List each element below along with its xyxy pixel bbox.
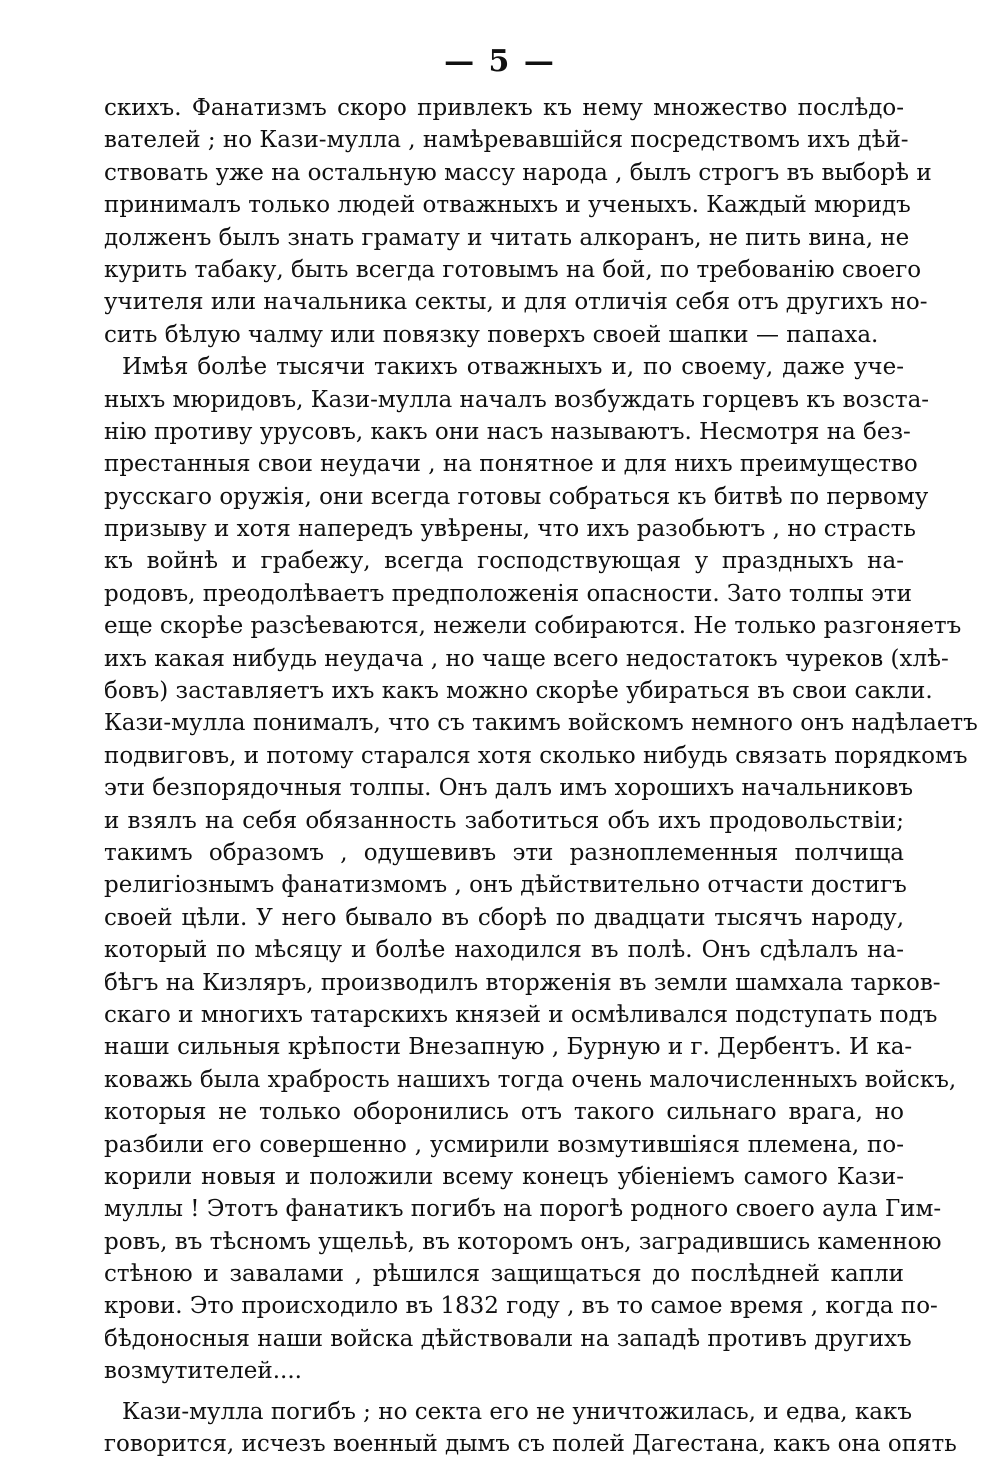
text-line: Имѣя болѣе тысячи такихъ отважныхъ и, по своему, даже уче-: [122, 354, 904, 381]
text-line: ихъ какая нибудь неудача , но чаще всего недостатокъ чуреков (хлѣ-: [104, 645, 949, 672]
text-line: ровъ, въ тѣсномъ ущельѣ, въ которомъ онъ, заградившись каменною: [104, 1228, 942, 1255]
text-line: крови. Это происходило въ 1832 году , въ то самое время , когда по-: [104, 1293, 938, 1320]
text-line: скаго и многихъ татарскихъ князей и осмѣливался подступать подъ: [104, 1001, 938, 1028]
text-line: корили новыя и положили всему конецъ убіеніемъ самого Кази-: [104, 1163, 904, 1190]
text-line: стѣною и завалами , рѣшился защищаться до послѣдней капли: [104, 1261, 904, 1288]
text-line: ныхъ мюридовъ, Кази-мулла началъ возбуждать горцевъ къ возста-: [104, 386, 930, 413]
text-body: [104, 92, 978, 1460]
paragraph-gap: [104, 1388, 904, 1396]
text-line: ствовать уже на остальную массу народа , былъ строгъ въ выборѣ и: [104, 159, 932, 186]
paragraph: [104, 1396, 957, 1460]
text-line: разбили его совершенно , усмирили возмутившіяся племена, по-: [104, 1131, 904, 1158]
text-line: говорится, исчезъ военный дымъ съ полей Дагестана, какъ она опять: [104, 1431, 957, 1458]
text-line: наши сильныя крѣпости Внезапную , Бурную и г. Дербентъ. И ка-: [104, 1034, 913, 1061]
text-line: еще скорѣе разсѣеваются, нежели собираются. Не только разгоняетъ: [104, 613, 962, 640]
text-line: бѣдоносныя наши войска дѣйствовали на западѣ противъ другихъ: [104, 1325, 912, 1352]
text-line: и взялъ на себя обязанность заботиться объ ихъ продовольствіи;: [104, 807, 904, 834]
page-number: — 5 —: [444, 44, 556, 79]
text-line: курить табаку, быть всегда готовымъ на бой, по требованію своего: [104, 256, 922, 283]
text-line: который по мѣсяцу и болѣе находился въ полѣ. Онъ сдѣлалъ на-: [104, 937, 904, 964]
text-line: долженъ былъ знать грамату и читать алкоранъ, не пить вина, не: [104, 224, 910, 251]
text-line: муллы ! Этотъ фанатикъ погибъ на порогѣ родного своего аула Гим-: [104, 1196, 942, 1223]
text-line: нію противу урусовъ, какъ они насъ называютъ. Несмотря на без-: [104, 418, 911, 445]
text-line: религіознымъ фанатизмомъ , онъ дѣйствительно отчасти достигъ: [104, 872, 907, 899]
text-line: Кази-мулла погибъ ; но секта его не уничтожилась, и едва, какъ: [122, 1398, 913, 1425]
text-line: русскаго оружія, они всегда готовы собраться къ битвѣ по первому: [104, 483, 929, 510]
text-line: призыву и хотя напередъ увѣрены, что ихъ разобьютъ , но страсть: [104, 516, 916, 543]
text-line: бовъ) заставляетъ ихъ какъ можно скорѣе убираться въ свои сакли.: [104, 678, 933, 705]
text-line: престанныя свои неудачи , на понятное и для нихъ преимущество: [104, 451, 918, 478]
text-line: своей цѣли. У него бывало въ сборѣ по двадцати тысячъ народу,: [104, 904, 904, 931]
text-line: которыя не только оборонились отъ такого сильнаго врага, но: [104, 1099, 904, 1126]
text-line: къ войнѣ и грабежу, всегда господствующая у праздныхъ на-: [104, 548, 904, 575]
paragraph: [104, 92, 932, 351]
paragraph: [104, 351, 978, 1388]
text-line: бѣгъ на Кизляръ, производилъ вторженія въ земли шамхала тарков-: [104, 969, 941, 996]
text-line: подвиговъ, и потому старался хотя сколько нибудь связать порядкомъ: [104, 742, 968, 769]
text-line: принималъ только людей отважныхъ и ученыхъ. Каждый мюридъ: [104, 192, 911, 219]
text-line: сить бѣлую чалму или повязку поверхъ своей шапки — папаха.: [104, 321, 879, 348]
text-line: скихъ. Фанатизмъ скоро привлекъ къ нему множество послѣдо-: [104, 95, 904, 121]
text-line: родовъ, преодолѣваетъ предположенія опасности. Зато толпы эти: [104, 580, 912, 607]
text-line: вателей ; но Кази-мулла , намѣревавшійся посредствомъ ихъ дѣй-: [104, 127, 909, 154]
text-line: учителя или начальника секты, и для отличія себя отъ другихъ но-: [104, 289, 928, 316]
text-line: коважь была храбрость нашихъ тогда очень малочисленныхъ войскъ,: [104, 1066, 957, 1093]
text-line: эти безпорядочныя толпы. Онъ далъ имъ хорошихъ начальниковъ: [104, 775, 914, 802]
text-line: возмутителей....: [104, 1358, 302, 1385]
text-line: такимъ образомъ , одушевивъ эти разноплеменныя полчища: [104, 839, 904, 866]
text-line: Кази-мулла понималъ, что съ такимъ войскомъ немного онъ надѣлаетъ: [104, 710, 978, 737]
